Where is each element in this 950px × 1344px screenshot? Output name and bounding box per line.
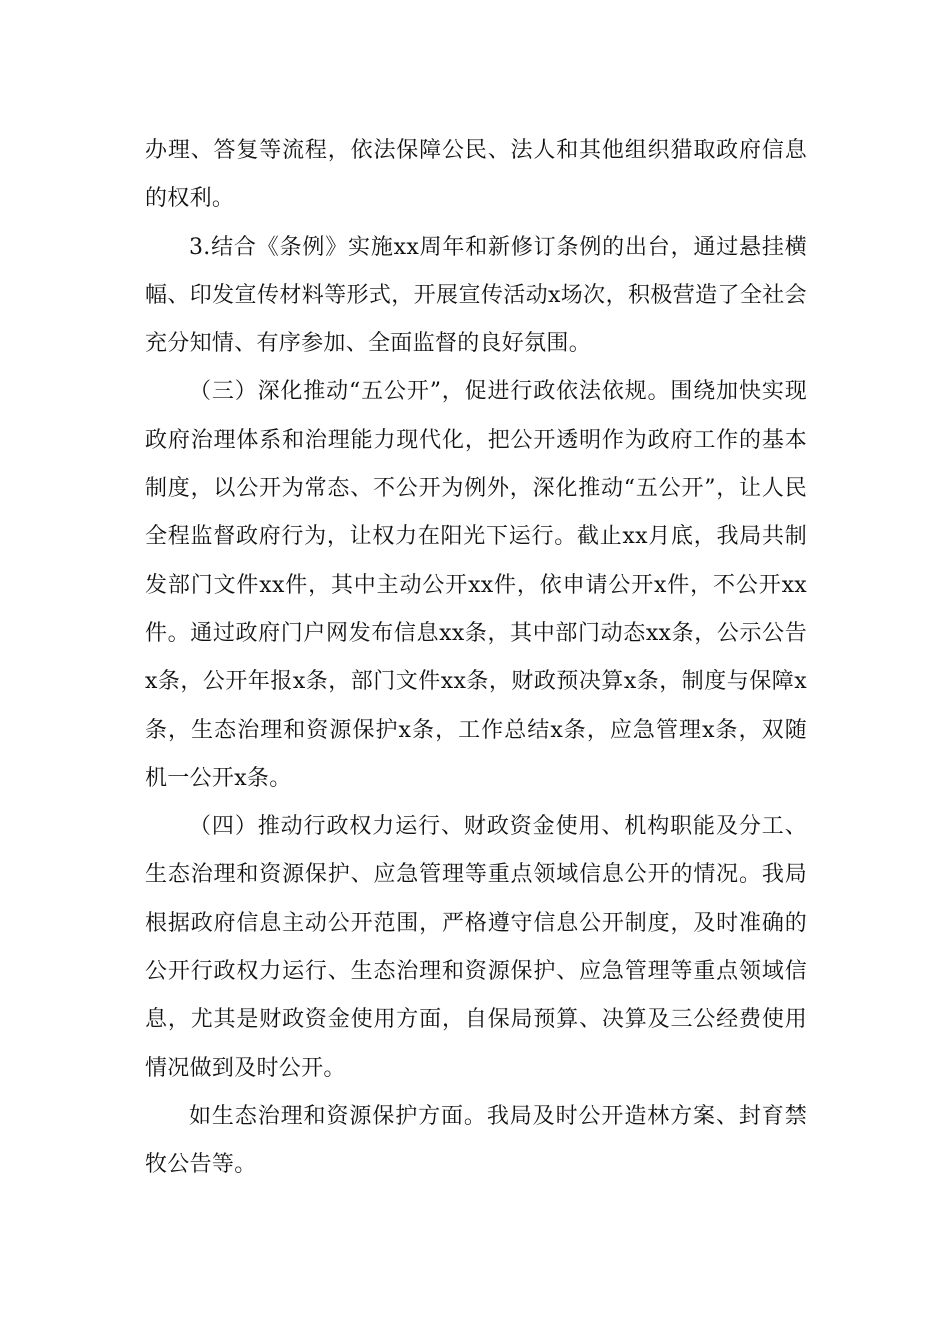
paragraph-section-3: （三）深化推动“五公开”，促进行政依法依规。围绕加快实现政府治理体系和治理能力现代化，把公开透明作为政府工作的基本制度，以公开为常态、不公开为例外，深化推动“五公开”，让人民全程监督政府行为，让权力在阳光下运行。截止xx月底，我局共制发部门文件xx件，其中主动公开xx件，依申请公开x件，不公开xx件。通过政府门户网发布信息xx条，其中部门动态xx条，公示公告x条，公开年报x条，部门文件xx条，财政预决算x条，制度与保障x条，生态治理和资源保护x条，工作总结x条，应急管理x条，双随机一公开x条。 [145, 379, 807, 791]
paragraph-example: 如生态治理和资源保护方面。我局及时公开造林方案、封育禁牧公告等。 [145, 1103, 807, 1178]
paragraph-section-4: （四）推动行政权力运行、财政资金使用、机构职能及分工、生态治理和资源保护、应急管理等重点领域信息公开的情况。我局根据政府信息主动公开范围，严格遵守信息公开制度，及时准确的公开行政权力运行、生态治理和资源保护、应急管理等重点领域信息，尤其是财政资金使用方面，自保局预算、决算及三公经费使用情况做到及时公开。 [145, 814, 807, 1081]
paragraph-item-3: 3.结合《条例》实施xx周年和新修订条例的出台，通过悬挂横幅、印发宣传材料等形式，开展宣传活动x场次，积极营造了全社会充分知情、有序参加、全面监督的良好氛围。 [145, 234, 807, 357]
paragraph-continuation: 办理、答复等流程，依法保障公民、法人和其他组织猎取政府信息的权利。 [145, 138, 807, 212]
document-body [145, 127, 807, 1190]
